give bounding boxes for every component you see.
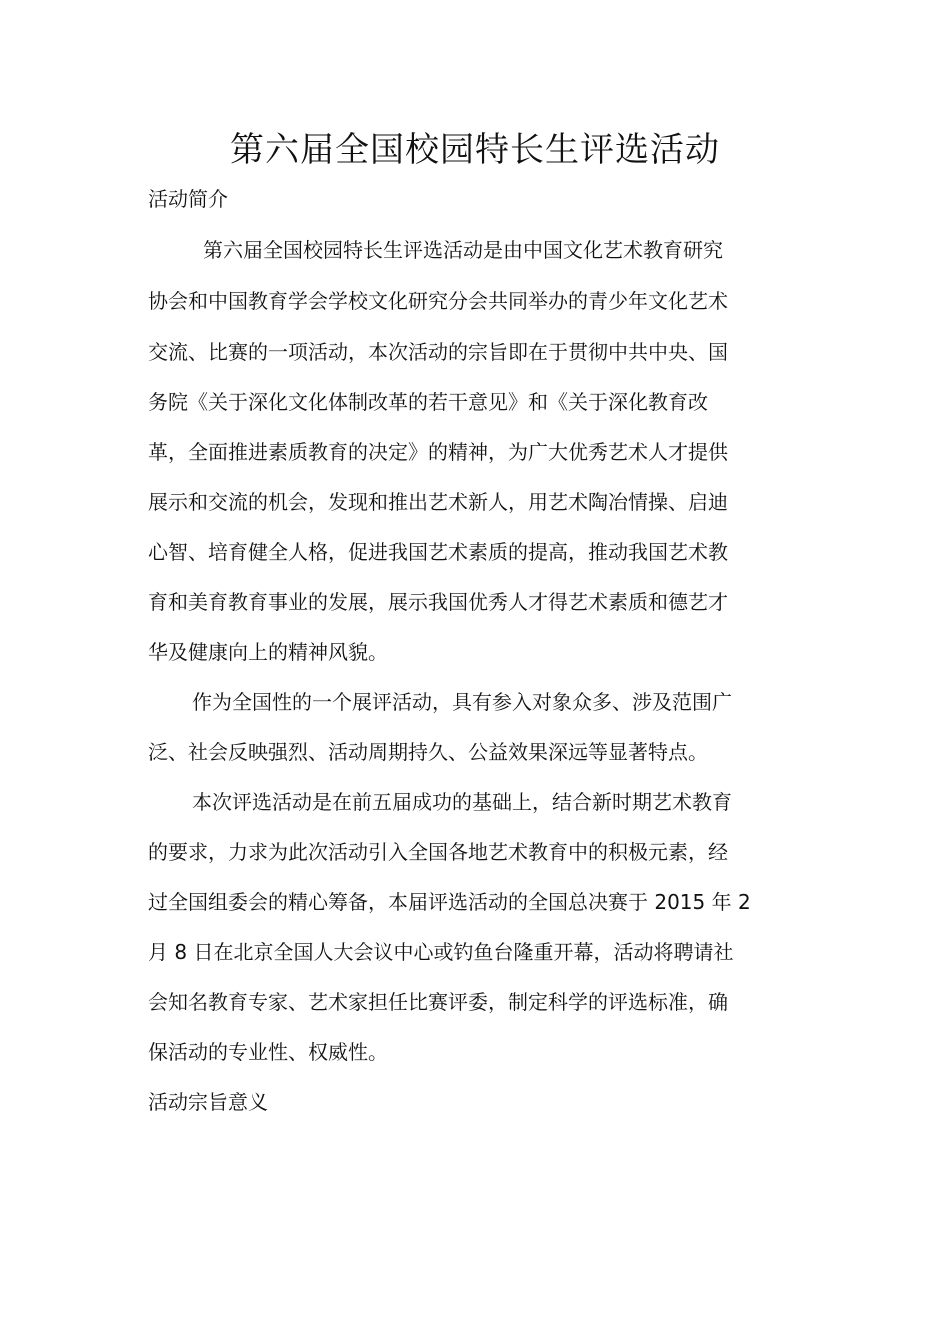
paragraph-line: 心智、培育健全人格，促进我国艺术素质的提高，推动我国艺术教 bbox=[148, 540, 728, 564]
paragraph-line: 会知名教育专家、艺术家担任比赛评委，制定科学的评选标准，确 bbox=[148, 990, 728, 1014]
paragraph-line: 保活动的专业性、权威性。 bbox=[148, 1040, 388, 1064]
page-title: 第六届全国校园特长生评选活动 bbox=[230, 130, 720, 170]
paragraph-line: 华及健康向上的精神风貌。 bbox=[148, 640, 388, 664]
paragraph-line: 过全国组委会的精心筹备，本届评选活动的全国总决赛于 2015 年 2 bbox=[148, 890, 751, 914]
paragraph-line: 交流、比赛的一项活动，本次活动的宗旨即在于贯彻中共中央、国 bbox=[148, 340, 728, 364]
paragraph-line: 本次评选活动是在前五届成功的基础上，结合新时期艺术教育 bbox=[192, 790, 732, 814]
paragraph-line: 育和美育教育事业的发展，展示我国优秀人才得艺术素质和德艺才 bbox=[148, 590, 728, 614]
paragraph-line: 作为全国性的一个展评活动，具有参入对象众多、涉及范围广 bbox=[192, 690, 732, 714]
paragraph-line: 第六届全国校园特长生评选活动是由中国文化艺术教育研究 bbox=[203, 238, 723, 262]
paragraph-line: 的要求，力求为此次活动引入全国各地艺术教育中的积极元素，经 bbox=[148, 840, 728, 864]
paragraph-line: 泛、社会反映强烈、活动周期持久、公益效果深远等显著特点。 bbox=[148, 740, 708, 764]
paragraph-line: 月 8 日在北京全国人大会议中心或钓鱼台隆重开幕，活动将聘请社 bbox=[148, 940, 734, 964]
paragraph-line: 展示和交流的机会，发现和推出艺术新人，用艺术陶冶情操、启迪 bbox=[148, 490, 728, 514]
paragraph-line: 革，全面推进素质教育的决定》的精神，为广大优秀艺术人才提供 bbox=[148, 440, 728, 464]
paragraph-line: 协会和中国教育学会学校文化研究分会共同举办的青少年文化艺术 bbox=[148, 289, 728, 313]
section-heading-intro: 活动简介 bbox=[148, 187, 228, 211]
section-heading-purpose: 活动宗旨意义 bbox=[148, 1090, 268, 1114]
paragraph-line: 务院《关于深化文化体制改革的若干意见》和《关于深化教育改 bbox=[148, 390, 708, 414]
